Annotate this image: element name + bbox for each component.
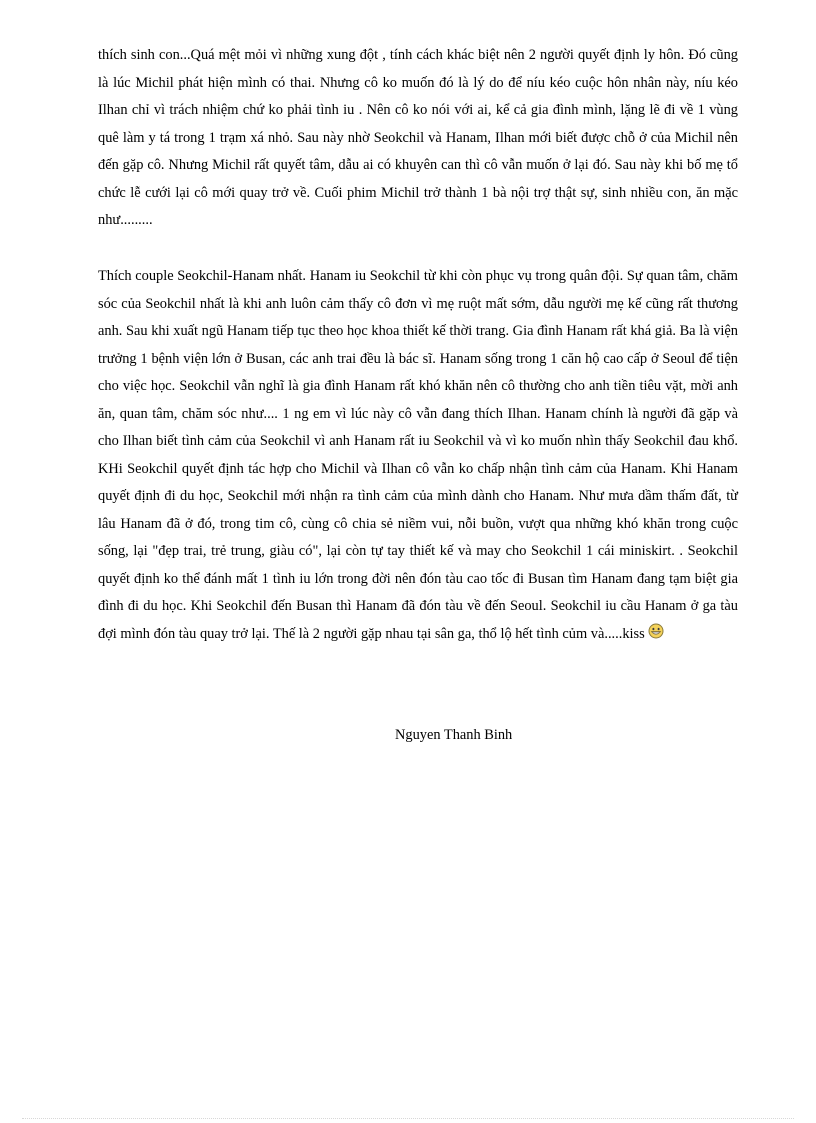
grin-emoticon-icon: [648, 623, 664, 639]
author-signature: Nguyen Thanh Binh: [395, 727, 513, 743]
story-paragraph-1: thích sinh con...Quá mệt mỏi vì những xung đột , tính cách khác biệt nên 2 người quyết định ly hôn. Đó cũng là lúc Michil phát hiện mình có thai. Nhưng cô ko muốn đó là lý do để níu kéo cuộc hôn nhân này, níu kéo Ilhan chỉ vì trách nhiệm chứ ko phải tình iu . Nên cô ko nói với ai, kể cả gia đình mình, lặng lẽ đi về 1 vùng quê làm y tá trong 1 trạm xá nhỏ. Sau này nhờ Seokchil và Hanam, Ilhan mới biết được chỗ ở của Michil nên đến gặp cô. Nhưng Michil rất quyết tâm, dẫu ai có khuyên can thì cô vẫn muốn ở lại đó. Sau này khi bố mẹ tổ chức lễ cưới lại cô mới quay trở về. Cuối phim Michil trở thành 1 bà nội trợ thật sự, sinh nhiều con, ăn mặc như.........: [98, 47, 738, 228]
story-paragraph-2: [98, 263, 738, 648]
page-bottom-rule: [22, 1118, 794, 1119]
story-paragraph-2-text: Thích couple Seokchil-Hanam nhất. Hanam iu Seokchil từ khi còn phục vụ trong quân đội. Sự quan tâm, chăm sóc của Seokchil nhất là khi anh luôn cảm thấy cô đơn vì mẹ ruột mất sớm, dẫu người mẹ kế cũng rất thương anh. Sau khi xuất ngũ Hanam tiếp tục theo học khoa thiết kế thời trang. Gia đình Hanam rất khá giả. Ba là viện trưởng 1 bệnh viện lớn ở Busan, các anh trai đều là bác sĩ. Hanam sống trong 1 căn hộ cao cấp ở Seoul để tiện cho việc học. Seokchil vẫn nghĩ là gia đình Hanam rất khó khăn nên cô thường cho anh tiền tiêu vặt, mời anh ăn, quan tâm, chăm sóc như.... 1 ng em vì lúc này cô vẫn đang thích Ilhan. Hanam chính là người đã gặp và cho Ilhan biết tình cảm của Seokchil vì anh Hanam rất iu Seokchil và vì ko muốn nhìn thấy Seokchil đau khổ. KHi Seokchil quyết định tác hợp cho Michil và Ilhan cô vẫn ko chấp nhận tình cảm của Hanam. Khi Hanam quyết định đi du học, Seokchil mới nhận ra tình cảm của mình dành cho Hanam. Như mưa dầm thấm đất, từ lâu Hanam đã ở đó, trong tim cô, cùng cô chia sẻ niềm vui, nỗi buồn, vượt qua những khó khăn trong cuộc sống, lại "đẹp trai, trẻ trung, giàu có", lại còn tự tay thiết kế và may cho Seokchil 1 cái miniskirt. . Seokchil quyết định ko thể đánh mất 1 tình iu lớn trong đời nên đón tàu cao tốc đi Busan tìm Hanam đang tạm biệt gia đình đi du học. Khi Seokchil đến Busan thì Hanam đã đón tàu về đến Seoul. Seokchil iu cầu Hanam ở ga tàu đợi mình đón tàu quay trở lại. Thế là 2 người gặp nhau tại sân ga, thổ lộ hết tình củm và.....kiss: [98, 268, 738, 642]
